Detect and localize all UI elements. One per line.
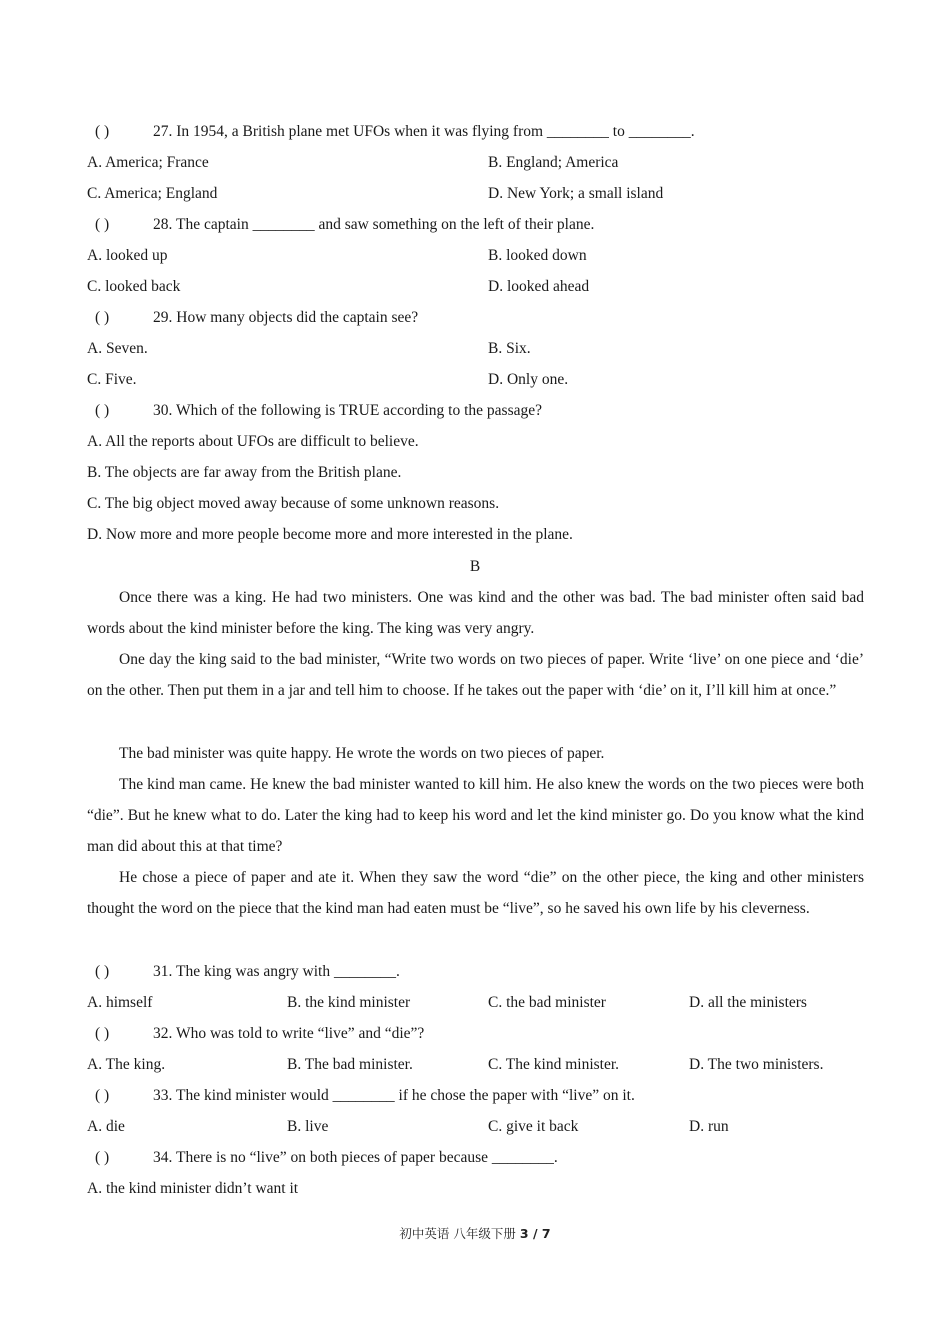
question-27: ( ) 27. In 1954, a British plane met UFOs when it was flying from ________ to ________.	[87, 122, 695, 142]
option-b: B. The bad minister.	[287, 1056, 413, 1073]
option-d: D. all the ministers	[689, 994, 807, 1011]
option-c: C. looked back	[87, 278, 181, 295]
answer-blank[interactable]: ( )	[95, 123, 110, 140]
option-b: B. The objects are far away from the British plane.	[87, 464, 402, 481]
passage-paragraph: The kind man came. He knew the bad minister wanted to kill him. He also knew the words on the two pieces were both “die”. But he knew what to do. Later the king had to keep his word and let the kind minister go. Do you know what the kind man did about this at that time?	[87, 776, 864, 855]
option-b: B. looked down	[488, 247, 587, 264]
answer-blank[interactable]: ( )	[95, 309, 110, 326]
passage-paragraph: He chose a piece of paper and ate it. When they saw the word “die” on the other piece, the king and other ministers thought the word on the piece that the kind man had eaten must be “live”, so he saved his own life by his cleverness.	[87, 869, 864, 917]
option-a: A. All the reports about UFOs are difficult to believe.	[87, 433, 419, 450]
answer-blank[interactable]: ( )	[95, 1149, 110, 1166]
answer-blank[interactable]: ( )	[95, 1025, 110, 1042]
option-d: D. Now more and more people become more and more interested in the plane.	[87, 526, 573, 543]
question-28: ( ) 28. The captain ________ and saw something on the left of their plane.	[87, 215, 594, 235]
option-d: D. The two ministers.	[689, 1056, 824, 1073]
question-31: ( ) 31. The king was angry with ________.	[87, 962, 400, 982]
footer-subject: 初中英语 八年级下册	[399, 1226, 516, 1241]
option-c: C. The kind minister.	[488, 1056, 620, 1073]
option-c: C. The big object moved away because of some unknown reasons.	[87, 495, 500, 512]
option-c: C. Five.	[87, 371, 137, 388]
question-30: ( ) 30. Which of the following is TRUE according to the passage?	[87, 401, 542, 421]
answer-blank[interactable]: ( )	[95, 216, 110, 233]
passage-paragraph: The bad minister was quite happy. He wrote the words on two pieces of paper.	[119, 745, 605, 762]
option-b: B. England; America	[488, 154, 619, 171]
section-title: B	[469, 558, 481, 575]
option-a: A. the kind minister didn’t want it	[87, 1180, 299, 1197]
option-a: A. The king.	[87, 1056, 166, 1073]
option-a: A. himself	[87, 994, 153, 1011]
option-a: A. die	[87, 1118, 125, 1135]
answer-blank[interactable]: ( )	[95, 963, 110, 980]
option-a: A. America; France	[87, 154, 209, 171]
option-c: C. give it back	[488, 1118, 579, 1135]
option-d: D. New York; a small island	[488, 185, 664, 202]
option-d: D. Only one.	[488, 371, 569, 388]
option-c: C. the bad minister	[488, 994, 606, 1011]
option-c: C. America; England	[87, 185, 218, 202]
option-d: D. run	[689, 1118, 729, 1135]
option-b: B. live	[287, 1118, 329, 1135]
option-a: A. looked up	[87, 247, 168, 264]
question-29: ( ) 29. How many objects did the captain see?	[87, 308, 418, 328]
answer-blank[interactable]: ( )	[95, 1087, 110, 1104]
question-32: ( ) 32. Who was told to write “live” and “die”?	[87, 1024, 424, 1044]
question-33: ( ) 33. The kind minister would ________ if he chose the paper with “live” on it.	[87, 1086, 635, 1106]
option-d: D. looked ahead	[488, 278, 590, 295]
page-footer	[0, 1224, 950, 1242]
page-number: 3 / 7	[519, 1226, 551, 1241]
option-b: B. Six.	[488, 340, 531, 357]
question-34: ( ) 34. There is no “live” on both pieces of paper because ________.	[87, 1148, 558, 1168]
option-b: B. the kind minister	[287, 994, 411, 1011]
passage-paragraph: Once there was a king. He had two ministers. One was kind and the other was bad. The bad minister often said bad words about the kind minister before the king. The king was very angry.	[87, 589, 864, 637]
passage-paragraph: One day the king said to the bad minister, “Write two words on two pieces of paper. Write ‘live’ on one piece and ‘die’ on the other. Then put them in a jar and tell him to choose. If he takes out the paper with ‘die’ on it, I’ll kill him at once.”	[87, 651, 864, 699]
option-a: A. Seven.	[87, 340, 148, 357]
answer-blank[interactable]: ( )	[95, 402, 110, 419]
